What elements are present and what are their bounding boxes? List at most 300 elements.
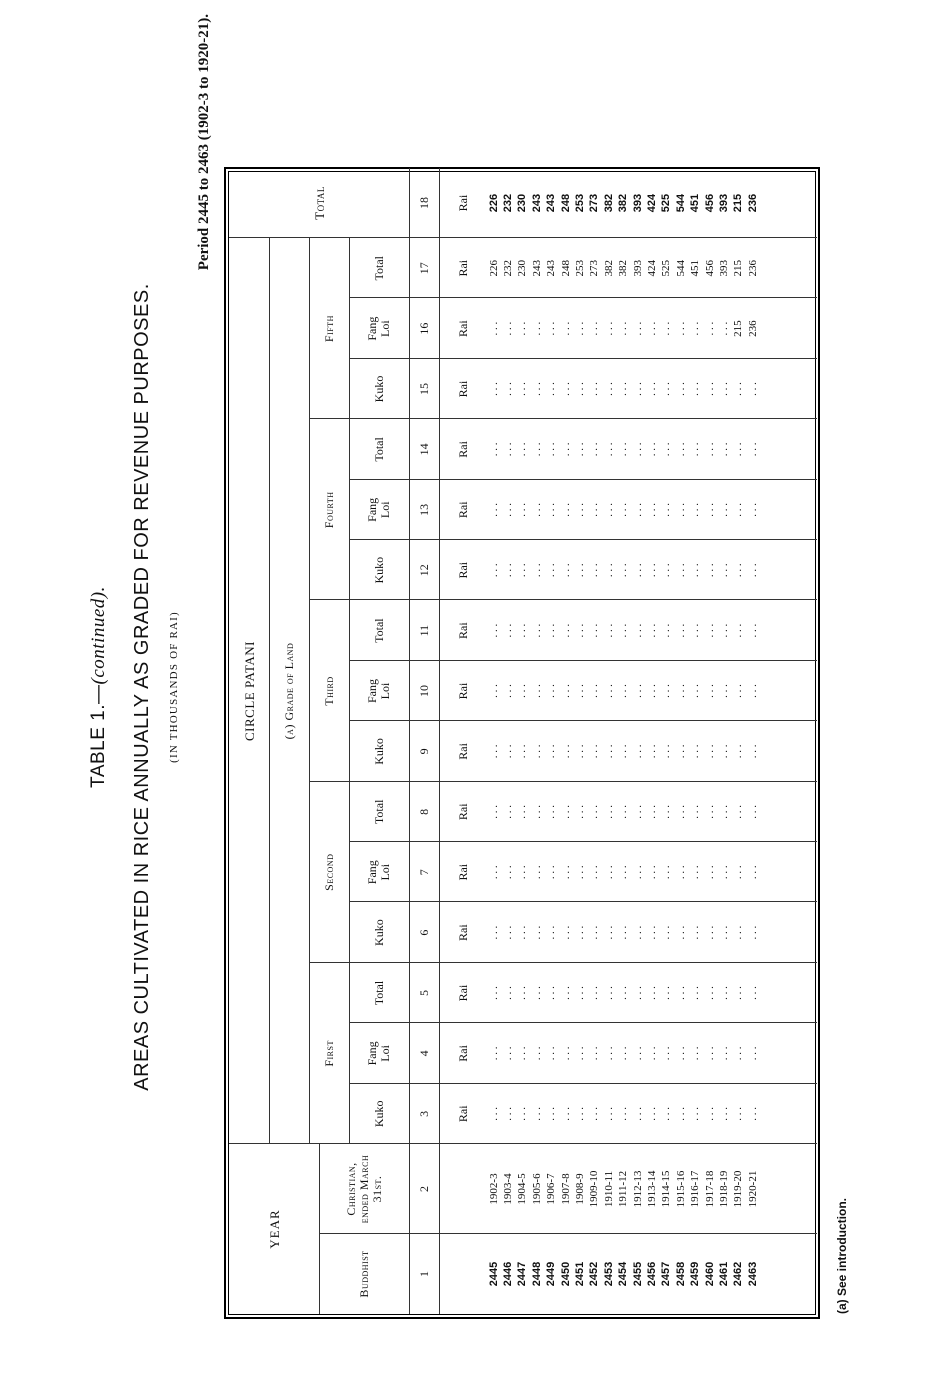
table-cell: . . . (487, 1046, 500, 1061)
table-cell: 215 (732, 259, 745, 277)
christian-header: Christian, ended March 31st. (343, 1154, 384, 1224)
table-cell: 456 (703, 259, 716, 277)
table-cell: . . . (545, 563, 558, 578)
table-cell: . . . (574, 865, 587, 880)
grade-fourth-header: Fourth (321, 491, 336, 529)
unit-label: Rai (455, 1045, 470, 1062)
table-cell: . . . (674, 563, 687, 578)
christian-year: 1904-5 (516, 1173, 529, 1205)
table-cell: . . . (631, 563, 644, 578)
grid-line (439, 168, 440, 1314)
table-cell: . . . (660, 321, 673, 336)
buddhist-year: 2457 (660, 1261, 673, 1287)
christian-year: 1917-18 (703, 1170, 716, 1208)
table-cell: . . . (646, 865, 659, 880)
table-cell: . . . (545, 744, 558, 759)
unit-label: Rai (455, 320, 470, 337)
sub-header-total: Total (371, 980, 386, 1006)
table-cell: . . . (746, 1046, 759, 1061)
grand-total-cell: 273 (588, 193, 601, 213)
christian-year: 1912-13 (631, 1170, 644, 1208)
table-cell: . . . (545, 1046, 558, 1061)
table-cell: . . . (487, 382, 500, 396)
table-cell: . . . (487, 925, 500, 940)
table-cell: . . . (617, 563, 630, 578)
table-cell: . . . (732, 986, 745, 1000)
buddhist-year: 2453 (602, 1261, 615, 1287)
buddhist-year: 2458 (674, 1261, 687, 1287)
column-number: 8 (416, 808, 431, 815)
sub-header-kuko: Kuko (371, 738, 386, 765)
circle-header: CIRCLE PATANI (241, 641, 257, 741)
table-cell: . . . (487, 865, 500, 880)
unit-label: Rai (455, 803, 470, 821)
table-cell: . . . (487, 1106, 500, 1121)
column-number: 9 (416, 748, 431, 755)
table-cell: . . . (588, 925, 601, 940)
column-number: 3 (416, 1110, 431, 1117)
unit-label: Rai (455, 1105, 470, 1123)
table-cell: . . . (703, 623, 716, 638)
christian-year: 1920-21 (746, 1170, 759, 1208)
table-cell: . . . (718, 986, 731, 1000)
table-cell: . . . (646, 623, 659, 638)
table-cell: . . . (660, 804, 673, 819)
table-cell: . . . (746, 502, 759, 517)
table-cell: . . . (660, 563, 673, 578)
table-cell: . . . (746, 986, 759, 1000)
table-cell: . . . (703, 986, 716, 1000)
table-cell: . . . (530, 744, 543, 759)
table-cell: . . . (602, 563, 615, 578)
table-cell: . . . (617, 925, 630, 940)
table-cell: . . . (631, 925, 644, 940)
unit-label: Rai (455, 380, 470, 398)
table-cell: . . . (703, 744, 716, 759)
table-cell: . . . (516, 1106, 529, 1121)
table-cell: . . . (487, 321, 500, 336)
sub-header-kuko: Kuko (371, 375, 386, 403)
grand-total-cell: 382 (602, 193, 615, 213)
table-cell: 232 (502, 259, 515, 277)
table-cell: . . . (574, 442, 587, 457)
table-cell: . . . (631, 382, 644, 396)
table-cell: . . . (588, 804, 601, 819)
footnote: (a) See introduction. (835, 1197, 849, 1314)
table-cell: . . . (631, 684, 644, 698)
table-cell: . . . (530, 925, 543, 940)
table-cell: . . . (674, 1046, 687, 1061)
grade-third-header: Third (321, 676, 336, 706)
table-cell: 544 (674, 259, 687, 277)
table-cell: . . . (631, 1106, 644, 1121)
column-number: 13 (416, 503, 431, 516)
buddhist-year: 2456 (646, 1261, 659, 1287)
table-cell: . . . (646, 1106, 659, 1121)
table-cell: . . . (617, 321, 630, 336)
table-cell: . . . (718, 684, 731, 698)
table-cell: 230 (516, 259, 529, 277)
table-cell: . . . (689, 986, 702, 1000)
table-cell: . . . (516, 382, 529, 396)
grand-total-cell: 393 (631, 193, 644, 213)
unit-label: Rai (455, 863, 470, 881)
table-cell: . . . (703, 865, 716, 880)
buddhist-year: 2449 (545, 1261, 558, 1287)
buddhist-year: 2448 (530, 1261, 543, 1287)
table-cell: . . . (545, 684, 558, 698)
table-cell: . . . (732, 1106, 745, 1121)
table-cell: . . . (674, 1106, 687, 1121)
buddhist-year: 2447 (516, 1261, 529, 1287)
data-table (224, 167, 820, 1319)
table-cell: . . . (718, 502, 731, 517)
christian-year: 1905-6 (530, 1173, 543, 1205)
grand-total-cell: 456 (703, 193, 716, 213)
grand-total-cell: 236 (746, 193, 759, 213)
table-cell: . . . (502, 986, 515, 1000)
table-cell: 236 (746, 259, 759, 277)
table-cell: . . . (545, 442, 558, 457)
table-cell: . . . (732, 865, 745, 880)
table-cell: . . . (545, 623, 558, 638)
table-cell: . . . (559, 623, 572, 638)
table-cell: . . . (646, 382, 659, 396)
table-cell: . . . (732, 563, 745, 578)
table-cell: . . . (559, 563, 572, 578)
grand-total-cell: 232 (502, 193, 515, 213)
table-cell: . . . (689, 804, 702, 819)
column-number: 4 (416, 1050, 431, 1057)
table-cell: . . . (646, 321, 659, 336)
table-cell: . . . (588, 1046, 601, 1061)
table-cell: . . . (602, 382, 615, 396)
table-cell: . . . (502, 744, 515, 759)
table-cell: . . . (588, 623, 601, 638)
unit-label: Rai (455, 259, 470, 277)
christian-year: 1902-3 (487, 1173, 500, 1205)
table-cell: . . . (502, 502, 515, 517)
christian-year: 1915-16 (674, 1170, 687, 1208)
table-cell: . . . (746, 865, 759, 880)
christian-year: 1906-7 (545, 1173, 558, 1205)
table-cell: . . . (689, 1106, 702, 1121)
table-cell: . . . (602, 986, 615, 1000)
table-cell: . . . (516, 502, 529, 517)
table-cell: . . . (660, 382, 673, 396)
table-cell: . . . (574, 684, 587, 698)
table-cell: . . . (703, 925, 716, 940)
table-cell: . . . (617, 684, 630, 698)
table-cell: . . . (574, 744, 587, 759)
table-cell: 424 (646, 259, 659, 277)
table-cell: . . . (732, 744, 745, 759)
table-cell: . . . (574, 925, 587, 940)
table-cell: . . . (588, 865, 601, 880)
table-cell: . . . (718, 1046, 731, 1061)
unit-label: Rai (455, 622, 470, 639)
table-cell: . . . (487, 502, 500, 517)
table-cell: . . . (617, 865, 630, 880)
grand-total-cell: 230 (516, 193, 529, 213)
table-cell: . . . (559, 986, 572, 1000)
table-cell: . . . (530, 986, 543, 1000)
table-cell: . . . (516, 925, 529, 940)
table-cell: . . . (559, 865, 572, 880)
christian-year: 1918-19 (718, 1170, 731, 1208)
table-cell: . . . (559, 804, 572, 819)
sub-header-kuko: Kuko (371, 556, 386, 584)
christian-year: 1911-12 (617, 1170, 630, 1208)
table-cell: . . . (703, 502, 716, 517)
table-cell: . . . (732, 684, 745, 698)
table-cell: . . . (703, 321, 716, 336)
table-cell: . . . (674, 744, 687, 759)
table-grid (228, 171, 816, 1315)
buddhist-year: 2446 (502, 1261, 515, 1287)
grand-total-cell: 215 (732, 193, 745, 213)
table-cell: . . . (646, 1046, 659, 1061)
grand-total-cell: 243 (545, 193, 558, 213)
table-cell: . . . (660, 986, 673, 1000)
table-cell: 243 (530, 259, 543, 277)
table-cell: . . . (502, 442, 515, 457)
table-cell: . . . (588, 382, 601, 396)
christian-year: 1908-9 (574, 1173, 587, 1205)
column-number: 16 (416, 322, 431, 335)
table-cell: . . . (574, 563, 587, 578)
total-header: Total (311, 186, 327, 220)
table-cell: . . . (631, 804, 644, 819)
table-cell: . . . (530, 1046, 543, 1061)
table-cell: . . . (530, 1106, 543, 1121)
table-cell: . . . (574, 1046, 587, 1061)
grade-fifth-header: Fifth (321, 315, 336, 343)
table-cell: . . . (617, 382, 630, 396)
table-cell: . . . (732, 502, 745, 517)
table-cell: . . . (545, 925, 558, 940)
table-cell: . . . (574, 1106, 587, 1121)
table-cell: . . . (718, 925, 731, 940)
table-cell: . . . (646, 684, 659, 698)
grand-total-cell: 544 (674, 193, 687, 213)
table-cell: . . . (660, 623, 673, 638)
table-cell: . . . (530, 502, 543, 517)
table-cell: . . . (718, 442, 731, 457)
table-cell: . . . (530, 865, 543, 880)
christian-year: 1903-4 (502, 1173, 515, 1205)
table-cell: . . . (631, 865, 644, 880)
table-cell: . . . (674, 321, 687, 336)
table-cell: . . . (602, 442, 615, 457)
column-number: 14 (416, 443, 431, 456)
table-cell: . . . (530, 321, 543, 336)
table-cell: . . . (703, 684, 716, 698)
grand-total-cell: 226 (487, 193, 500, 213)
grade-header: (a) Grade of Land (281, 642, 296, 740)
table-cell: . . . (516, 986, 529, 1000)
buddhist-year: 2451 (574, 1261, 587, 1287)
table-cell: . . . (631, 1046, 644, 1061)
table-cell: . . . (689, 382, 702, 396)
column-number: 5 (416, 990, 431, 997)
sub-header-total: Total (371, 255, 386, 281)
table-period: Period 2445 to 2463 (1902-3 to 1920-21). (196, 14, 212, 271)
sub-header-total: Total (371, 618, 386, 643)
table-cell: . . . (660, 502, 673, 517)
sub-header-fang-loi: Fang Loi (365, 497, 392, 522)
table-cell: . . . (574, 804, 587, 819)
sub-header-total: Total (371, 799, 386, 825)
table-cell: . . . (602, 1046, 615, 1061)
christian-year: 1919-20 (732, 1170, 745, 1208)
table-cell: . . . (502, 804, 515, 819)
table-cell: . . . (703, 442, 716, 457)
table-cell: 226 (487, 259, 500, 277)
table-cell: . . . (718, 744, 731, 759)
column-number: 10 (416, 685, 431, 698)
table-cell: . . . (660, 1046, 673, 1061)
table-cell: . . . (487, 744, 500, 759)
table-cell: . . . (718, 563, 731, 578)
table-cell: . . . (631, 442, 644, 457)
table-cell: . . . (502, 1106, 515, 1121)
buddhist-year: 2459 (689, 1261, 702, 1287)
table-cell: . . . (732, 382, 745, 396)
table-cell: 253 (574, 259, 587, 277)
table-cell: . . . (746, 744, 759, 759)
table-cell: . . . (689, 442, 702, 457)
table-cell: . . . (646, 502, 659, 517)
column-number: 7 (416, 869, 431, 876)
table-cell: . . . (674, 804, 687, 819)
table-cell: . . . (746, 925, 759, 940)
table-cell: . . . (530, 623, 543, 638)
table-cell: 451 (689, 259, 702, 277)
table-cell: 393 (631, 259, 644, 277)
table-cell: . . . (617, 502, 630, 517)
sub-header-fang-loi: Fang Loi (365, 679, 392, 704)
table-cell: . . . (559, 1106, 572, 1121)
table-label: TABLE 1.—(continued). (88, 586, 109, 788)
table-cell: . . . (631, 623, 644, 638)
table-cell: . . . (530, 442, 543, 457)
buddhist-year: 2445 (487, 1261, 500, 1287)
table-cell: . . . (588, 986, 601, 1000)
table-cell: . . . (646, 925, 659, 940)
table-cell: . . . (502, 563, 515, 578)
grade-second-header: Second (321, 853, 336, 891)
table-cell: . . . (732, 623, 745, 638)
buddhist-header: Buddhist (356, 1250, 371, 1298)
grand-total-cell: 393 (718, 193, 731, 213)
buddhist-year: 2463 (746, 1261, 759, 1287)
table-cell: . . . (502, 1046, 515, 1061)
table-cell: . . . (502, 865, 515, 880)
table-cell: . . . (502, 321, 515, 336)
sub-header-fang-loi: Fang Loi (365, 1041, 392, 1066)
table-cell: . . . (487, 623, 500, 638)
column-number: 1 (416, 1271, 431, 1277)
table-cell: . . . (516, 563, 529, 578)
table-cell: . . . (588, 744, 601, 759)
table-cell: . . . (646, 986, 659, 1000)
buddhist-year: 2460 (703, 1261, 716, 1287)
table-cell: . . . (718, 1106, 731, 1121)
table-cell: . . . (689, 321, 702, 336)
table-cell: . . . (545, 382, 558, 396)
table-cell: . . . (602, 321, 615, 336)
table-cell: . . . (703, 1046, 716, 1061)
table-cell: . . . (545, 502, 558, 517)
table-cell: . . . (689, 563, 702, 578)
christian-year: 1916-17 (689, 1170, 702, 1208)
grand-total-cell: 525 (660, 193, 673, 213)
table-cell: . . . (602, 502, 615, 517)
grand-total-cell: 451 (689, 193, 702, 213)
table-cell: . . . (646, 804, 659, 819)
sub-header-kuko: Kuko (371, 1100, 386, 1128)
table-cell: . . . (574, 321, 587, 336)
column-number: 15 (416, 383, 431, 396)
table-cell: . . . (516, 744, 529, 759)
grand-total-cell: 424 (646, 193, 659, 213)
table-cell: . . . (660, 925, 673, 940)
unit-label: Rai (455, 924, 470, 941)
table-cell: . . . (602, 684, 615, 698)
column-number: 12 (416, 564, 431, 577)
unit-label: Rai (455, 501, 470, 519)
christian-year: 1910-11 (602, 1170, 615, 1208)
table-cell: 393 (718, 259, 731, 277)
buddhist-year: 2462 (732, 1261, 745, 1287)
table-cell: 273 (588, 259, 601, 277)
table-cell: 382 (602, 259, 615, 277)
unit-label: Rai (455, 984, 470, 1002)
unit-label: Rai (455, 194, 470, 212)
table-cell: . . . (602, 804, 615, 819)
table-cell: . . . (660, 744, 673, 759)
table-cell: . . . (516, 865, 529, 880)
grand-total-cell: 248 (559, 193, 572, 213)
table-cell: . . . (574, 986, 587, 1000)
table-cell: . . . (617, 1046, 630, 1061)
table-cell: . . . (718, 382, 731, 396)
table-cell: . . . (646, 442, 659, 457)
table-cell: . . . (516, 623, 529, 638)
table-cell: . . . (559, 744, 572, 759)
grand-total-cell: 253 (574, 193, 587, 213)
column-number: 6 (416, 929, 431, 936)
table-cell: . . . (502, 382, 515, 396)
table-cell: . . . (746, 1106, 759, 1121)
table-cell: . . . (545, 804, 558, 819)
table-cell: . . . (617, 1106, 630, 1121)
table-cell: . . . (487, 804, 500, 819)
table-cell: . . . (660, 1106, 673, 1121)
table-cell: . . . (487, 684, 500, 698)
table-cell: . . . (574, 502, 587, 517)
table-cell: . . . (689, 502, 702, 517)
sub-header-fang-loi: Fang Loi (365, 860, 392, 885)
buddhist-year: 2461 (718, 1261, 731, 1287)
table-cell: . . . (516, 684, 529, 698)
table-cell: 525 (660, 259, 673, 277)
column-number: 17 (416, 262, 431, 275)
table-cell: . . . (559, 382, 572, 396)
table-cell: . . . (516, 442, 529, 457)
table-cell: . . . (588, 1106, 601, 1121)
